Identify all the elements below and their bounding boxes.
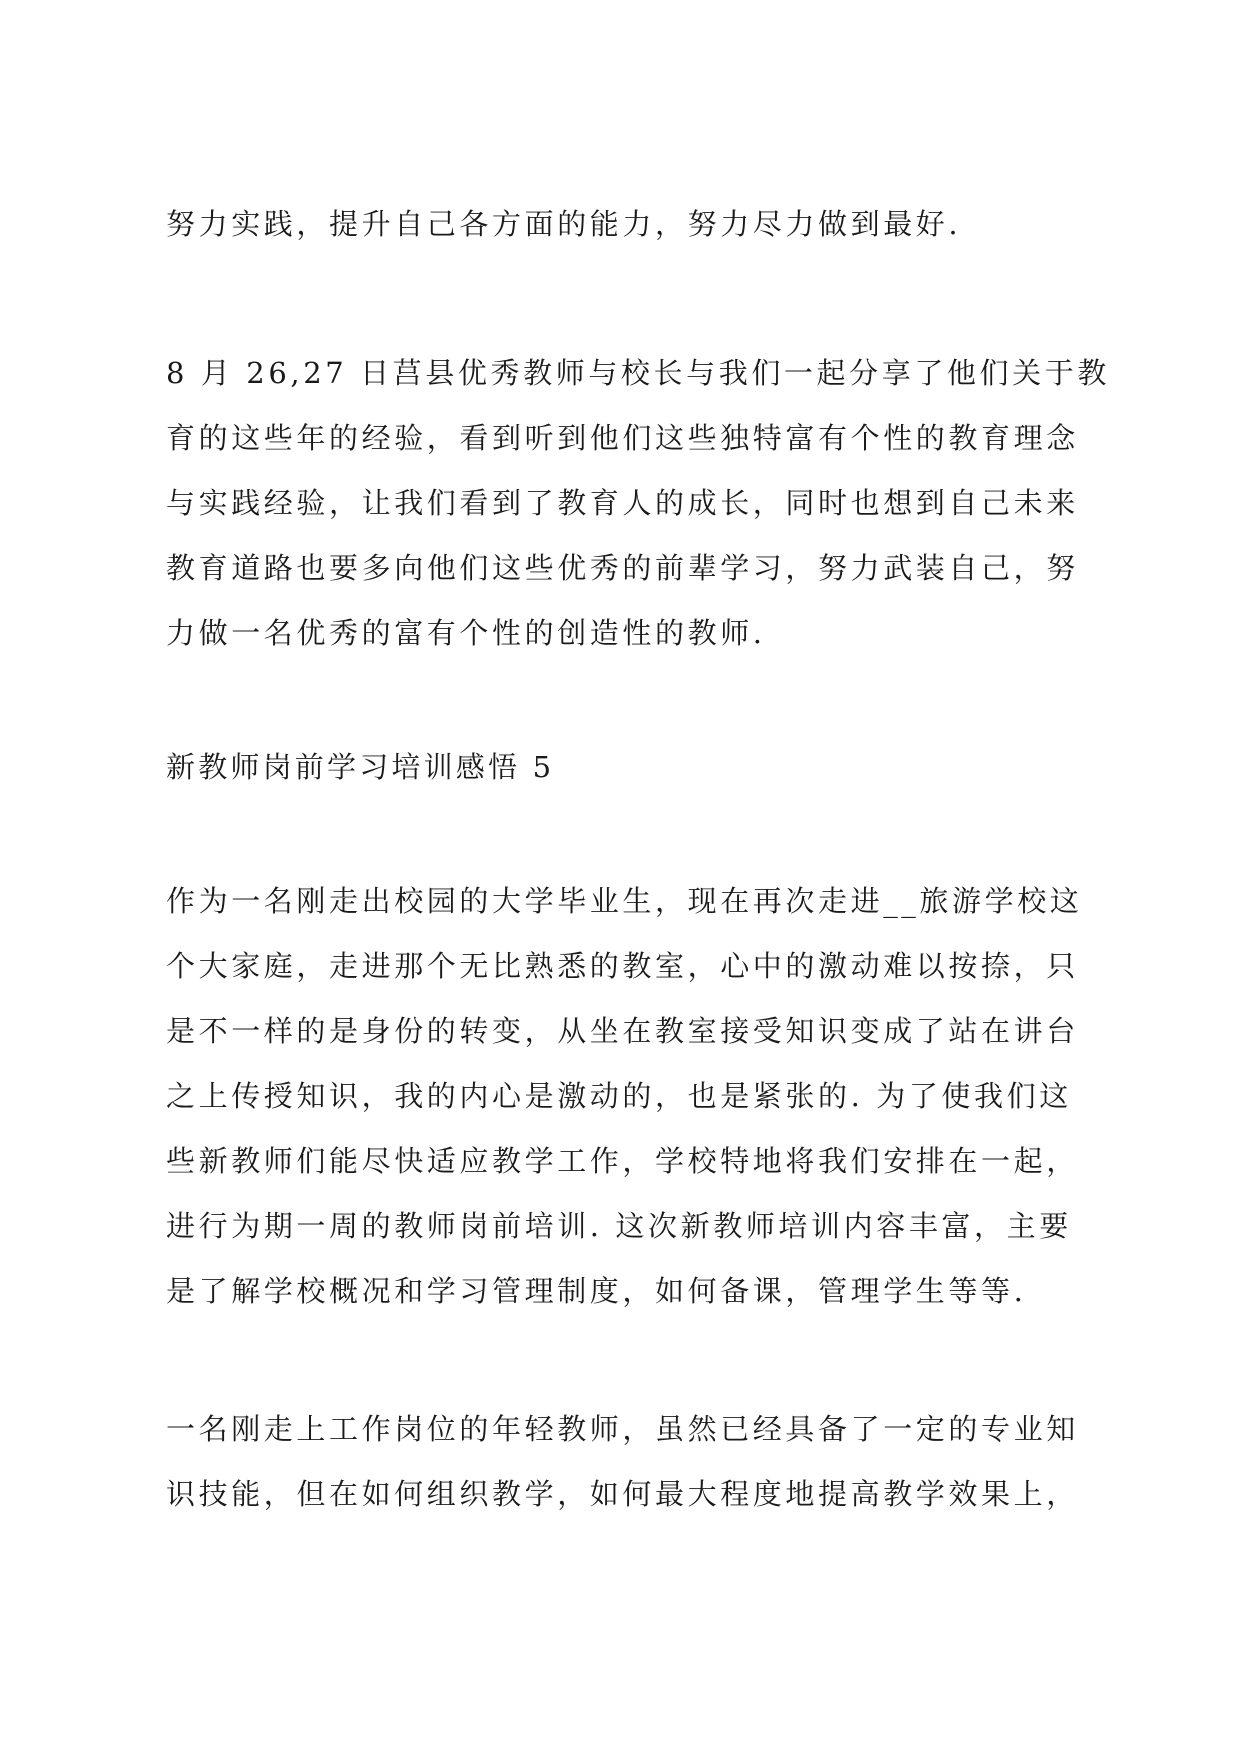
paragraph-4-line-5: 些新教师们能尽快适应教学工作，学校特地将我们安排在一起， — [166, 1144, 1079, 1178]
paragraph-4-line-2: 个大家庭，走进那个无比熟悉的教室，心中的激动难以按捺，只 — [166, 949, 1079, 983]
paragraph-4-line-1: 作为一名刚走出校园的大学毕业生，现在再次走进__旅游学校这 — [166, 884, 1083, 918]
paragraph-4-line-6: 进行为期一周的教师岗前培训. 这次新教师培训内容丰富，主要 — [166, 1209, 1072, 1243]
paragraph-5-line-1: 一名刚走上工作岗位的年轻教师，虽然已经具备了一定的专业知 — [166, 1412, 1079, 1446]
section-heading: 新教师岗前学习培训感悟 5 — [166, 750, 555, 784]
paragraph-2-line-2: 育的这些年的经验，看到听到他们这些独特富有个性的教育理念 — [166, 421, 1079, 455]
paragraph-4-line-4: 之上传授知识，我的内心是激动的，也是紧张的. 为了使我们这 — [166, 1079, 1072, 1113]
paragraph-2-line-4: 教育道路也要多向他们这些优秀的前辈学习，努力武装自己，努 — [166, 551, 1079, 585]
paragraph-2-line-3: 与实践经验，让我们看到了教育人的成长，同时也想到自己未来 — [166, 486, 1079, 520]
paragraph-2-line-5: 力做一名优秀的富有个性的创造性的教师. — [166, 616, 766, 650]
paragraph-1-line-1: 努力实践，提升自己各方面的能力，努力尽力做到最好. — [166, 207, 962, 241]
paragraph-5-line-2: 识技能，但在如何组织教学，如何最大程度地提高教学效果上， — [166, 1477, 1079, 1511]
paragraph-2-line-1: 8 月 26,27 日莒县优秀教师与校长与我们一起分享了他们关于教 — [166, 356, 1110, 390]
paragraph-4-line-7: 是了解学校概况和学习管理制度，如何备课，管理学生等等. — [166, 1274, 1027, 1308]
paragraph-4-line-3: 是不一样的是身份的转变，从坐在教室接受知识变成了站在讲台 — [166, 1014, 1079, 1048]
